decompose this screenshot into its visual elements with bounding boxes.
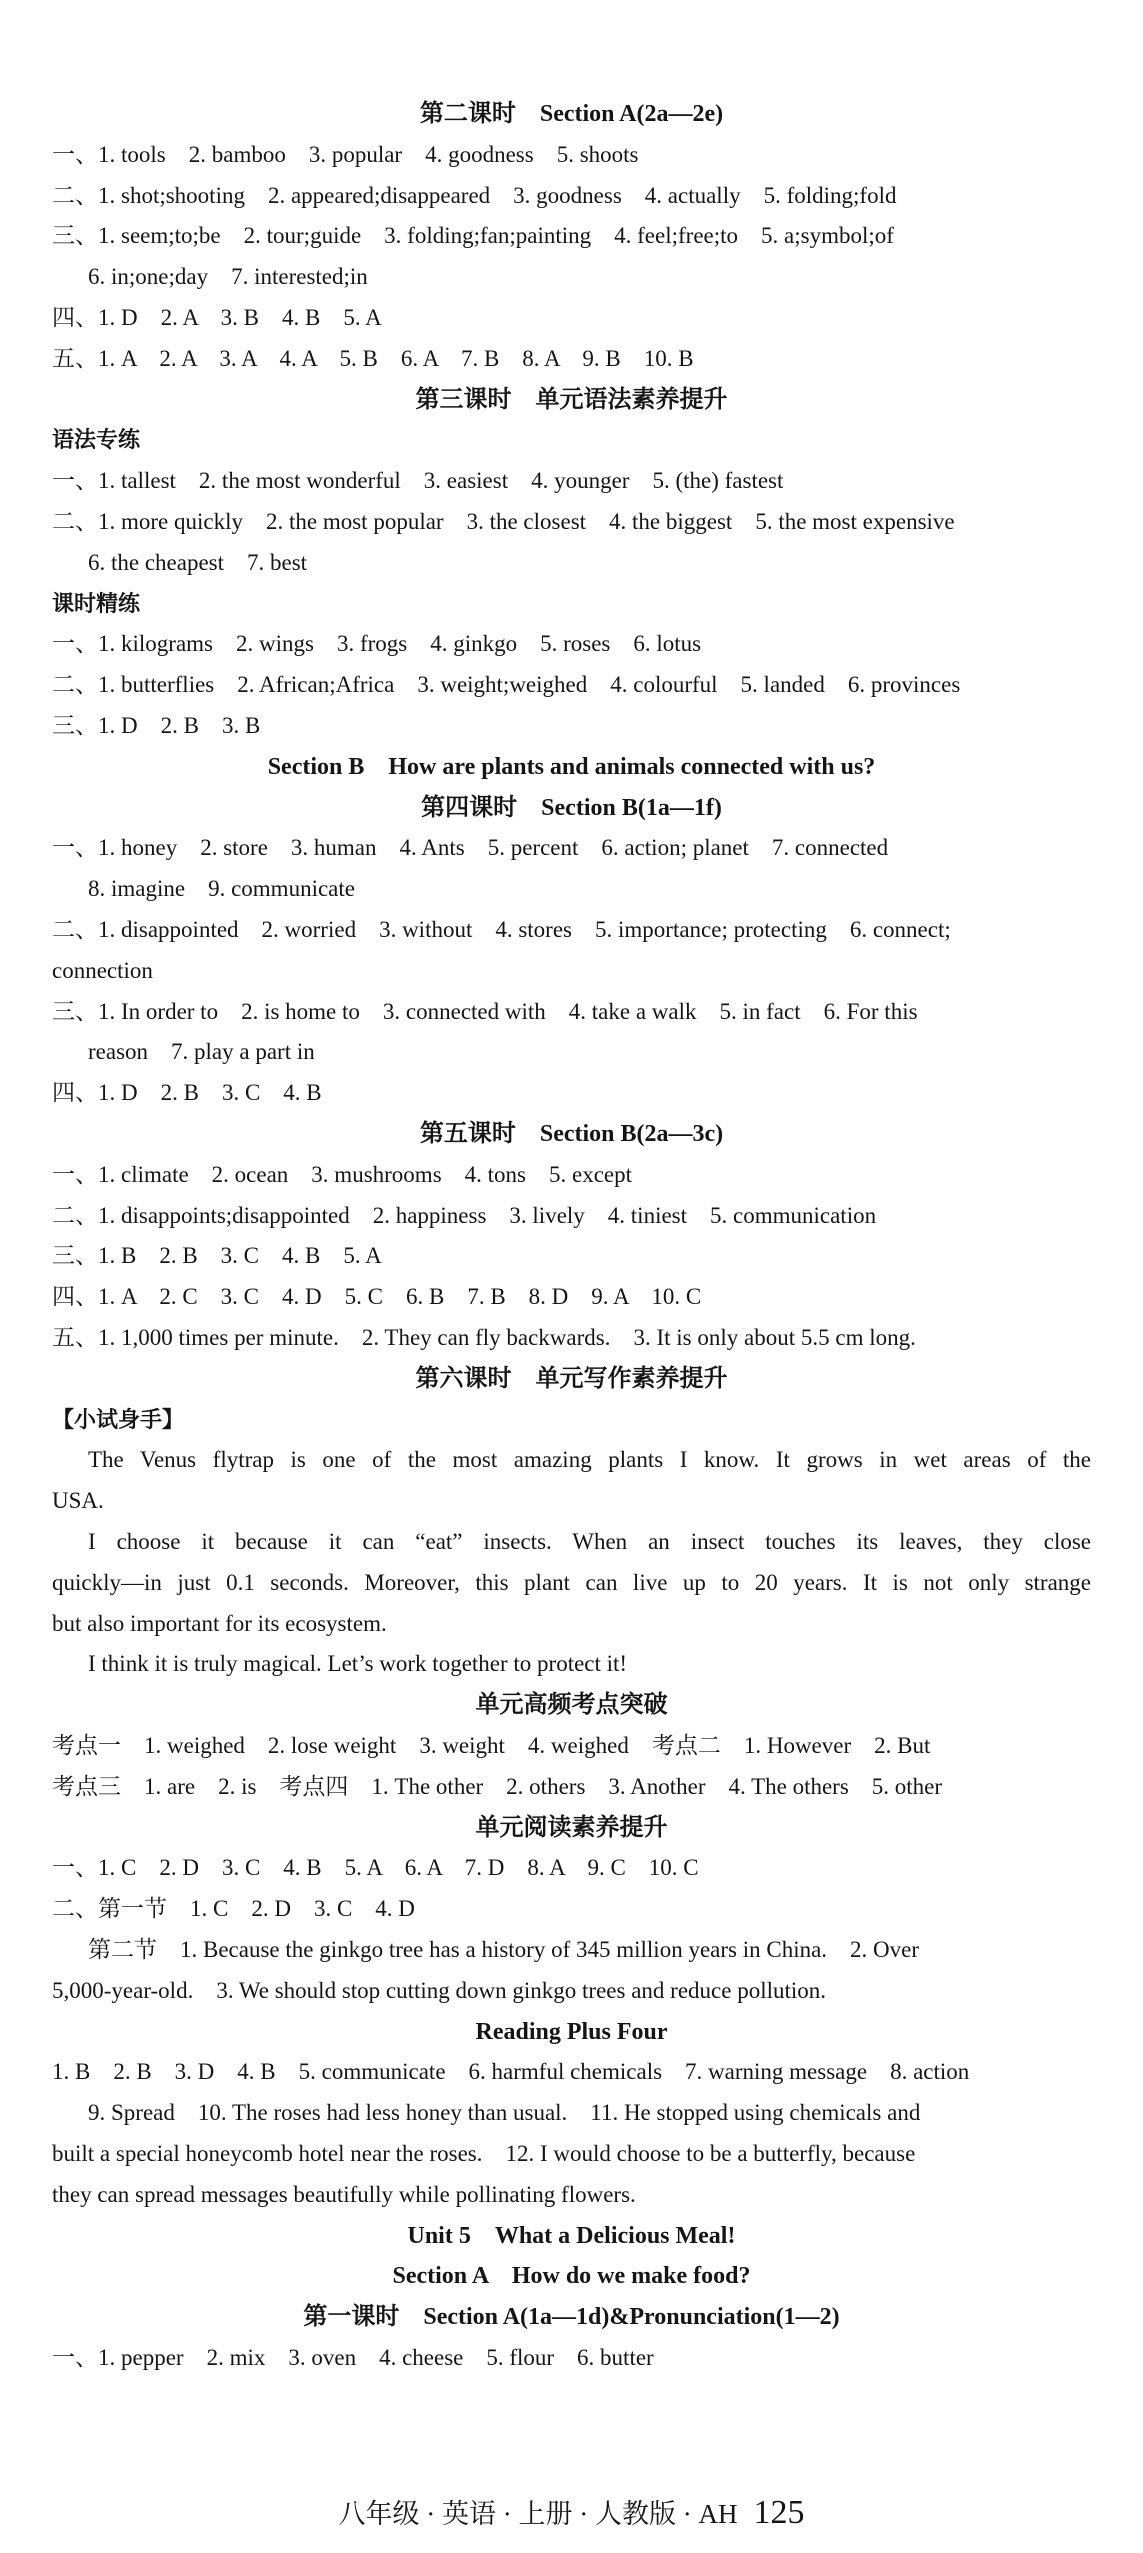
answer-line: connection bbox=[52, 957, 153, 983]
section-heading: Unit 5 What a Delicious Meal! bbox=[407, 2222, 736, 2249]
text-line: 第二节 1. Because the ginkgo tree has a history of 345 million years in China. 2. Over bbox=[88, 1937, 920, 1962]
answer-line: 五、1. 1,000 times per minute. 2. They can fly backwards. 3. It is only about 5.5 cm long. bbox=[52, 1325, 916, 1350]
answer-line: 1. B 2. B 3. D 4. B 5. communicate 6. harmful chemicals 7. warning message 8. action bbox=[52, 2059, 970, 2085]
answer-line: reason 7. play a part in bbox=[88, 1039, 315, 1065]
section-heading: 单元阅读素养提升 bbox=[475, 1814, 668, 1841]
footer-label: 八年级 · 英语 · 上册 · 人教版 · AH bbox=[338, 2499, 738, 2529]
answer-line: 二、1. more quickly 2. the most popular 3. the closest 4. the biggest 5. the most expensive bbox=[52, 509, 955, 534]
section-heading: Section B How are plants and animals connected with us? bbox=[267, 753, 876, 780]
text-line: The Venus flytrap is one of the most amazing plants I know. It grows in wet areas of the bbox=[88, 1447, 1091, 1473]
answer-line: 四、1. A 2. C 3. C 4. D 5. C 6. B 7. B 8. D 9. A 10. C bbox=[52, 1284, 702, 1310]
answer-line: USA. bbox=[52, 1488, 104, 1514]
answer-line: 一、1. climate 2. ocean 3. mushrooms 4. tons 5. except bbox=[52, 1161, 633, 1187]
answer-line: 三、1. seem;to;be 2. tour;guide 3. folding;fan;painting 4. feel;free;to 5. a;symbol;of bbox=[52, 223, 894, 249]
answer-line: 一、1. tools 2. bamboo 3. popular 4. goodness 5. shoots bbox=[52, 141, 639, 167]
answer-line: 6. the cheapest 7. best bbox=[88, 549, 308, 575]
section-heading: Reading Plus Four bbox=[475, 2018, 668, 2045]
subsection-label: 【小试身手】 bbox=[52, 1406, 185, 1432]
section-heading: 第五课时 Section B(2a—3c) bbox=[419, 1121, 724, 1147]
page-footer bbox=[0, 2488, 1143, 2538]
text-line: I choose it because it can “eat” insects. When an insect touches its leaves, they close bbox=[88, 1529, 1091, 1554]
answer-line: 一、1. kilograms 2. wings 3. frogs 4. ginkgo 5. roses 6. lotus bbox=[52, 631, 702, 657]
answer-line: but also important for its ecosystem. bbox=[52, 1610, 387, 1636]
answer-line: 二、第一节 1. C 2. D 3. C 4. D bbox=[52, 1896, 415, 1922]
subsection-label: 课时精练 bbox=[52, 590, 141, 616]
answer-line: 四、1. D 2. A 3. B 4. B 5. A bbox=[52, 305, 382, 330]
answer-line: 三、1. In order to 2. is home to 3. connected with 4. take a walk 5. in fact 6. For this bbox=[52, 998, 918, 1024]
answer-line: 一、1. C 2. D 3. C 4. B 5. A 6. A 7. D 8. A 9. C 10. C bbox=[52, 1855, 699, 1881]
answer-line: 三、1. D 2. B 3. B bbox=[52, 713, 261, 738]
answer-line: they can spread messages beautifully while pollinating flowers. bbox=[52, 2181, 636, 2207]
answer-line: 考点一 1. weighed 2. lose weight 3. weight 4. weighed 考点二 1. However 2. But bbox=[52, 1733, 931, 1758]
answer-line: 二、1. shot;shooting 2. appeared;disappeared 3. goodness 4. actually 5. folding;fold bbox=[52, 182, 897, 208]
section-heading: 第二课时 Section A(2a—2e) bbox=[419, 101, 724, 127]
section-heading: 第一课时 Section A(1a—1d)&Pronunciation(1—2) bbox=[303, 2304, 840, 2331]
answer-line: 9. Spread 10. The roses had less honey than usual. 11. He stopped using chemicals and bbox=[88, 2100, 921, 2126]
answer-line: built a special honeycomb hotel near the roses. 12. I would choose to be a butterfly, because bbox=[52, 2141, 916, 2166]
answer-line: 二、1. disappoints;disappointed 2. happiness 3. lively 4. tiniest 5. communication bbox=[52, 1202, 877, 1228]
answer-line: 一、1. pepper 2. mix 3. oven 4. cheese 5. flour 6. butter bbox=[52, 2345, 654, 2370]
answer-line: 二、1. disappointed 2. worried 3. without 4. stores 5. importance; protecting 6. connect; bbox=[52, 917, 951, 942]
answer-line: 考点三 1. are 2. is 考点四 1. The other 2. others 3. Another 4. The others 5. other bbox=[52, 1773, 943, 1799]
subsection-label: 语法专练 bbox=[52, 427, 141, 453]
answer-line: 四、1. D 2. B 3. C 4. B bbox=[52, 1080, 322, 1106]
answer-line: 5,000-year-old. 3. We should stop cutting down ginkgo trees and reduce pollution. bbox=[52, 1977, 827, 2003]
section-heading: 第四课时 Section B(1a—1f) bbox=[421, 794, 722, 821]
answer-line: 二、1. butterflies 2. African;Africa 3. weight;weighed 4. colourful 5. landed 6. provinces bbox=[52, 672, 961, 698]
page-number: 125 bbox=[753, 2494, 805, 2531]
answer-line: 三、1. B 2. B 3. C 4. B 5. A bbox=[52, 1243, 382, 1269]
answer-line: 一、1. tallest 2. the most wonderful 3. easiest 4. younger 5. (the) fastest bbox=[52, 468, 784, 494]
section-heading: 第六课时 单元写作素养提升 bbox=[415, 1365, 728, 1392]
text-line: I think it is truly magical. Let’s work together to protect it! bbox=[88, 1651, 628, 1677]
section-heading: Section A How do we make food? bbox=[392, 2263, 751, 2290]
answer-line: 一、1. honey 2. store 3. human 4. Ants 5. percent 6. action; planet 7. connected bbox=[52, 835, 889, 861]
section-heading: 单元高频考点突破 bbox=[475, 1692, 668, 1719]
text-line: quickly—in just 0.1 seconds. Moreover, this plant can live up to 20 years. It is not only strange bbox=[52, 1569, 1091, 1595]
answer-line: 8. imagine 9. communicate bbox=[88, 876, 355, 902]
section-heading: 第三课时 单元语法素养提升 bbox=[415, 386, 728, 413]
answer-line: 五、1. A 2. A 3. A 4. A 5. B 6. A 7. B 8. A 9. B 10. B bbox=[52, 345, 694, 371]
answer-line: 6. in;one;day 7. interested;in bbox=[88, 264, 368, 290]
